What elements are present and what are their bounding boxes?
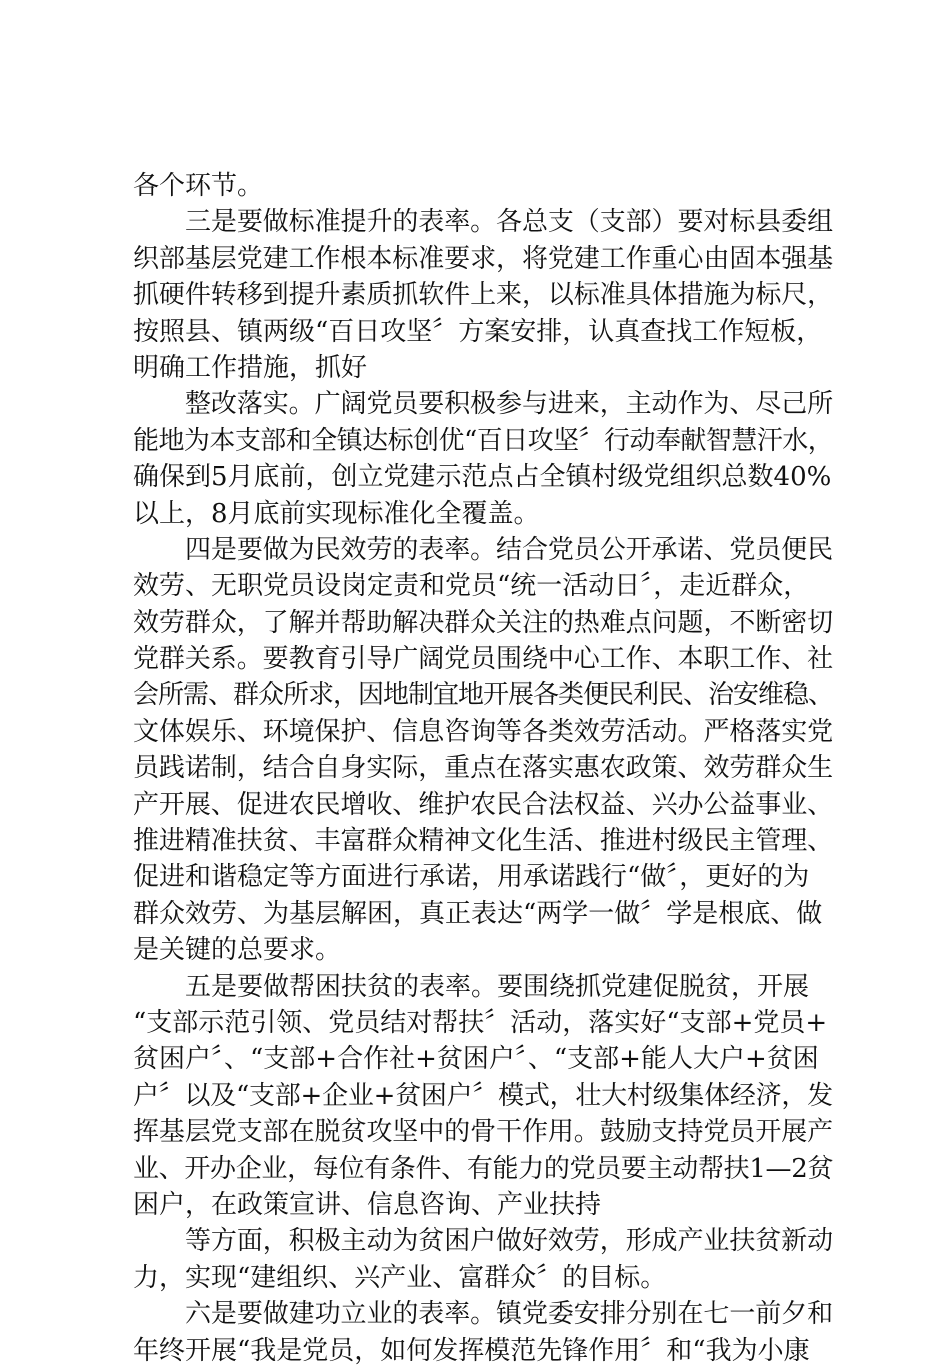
text-line: 贫困户〞、“支部+合作社+贫困户〞、“支部+能人大户+贫困 [133, 1044, 819, 1075]
text-line: 抓硬件转移到提升素质抓软件上来，以标准具体措施为标尺， [133, 280, 834, 311]
text-line: 产开展、促进农民增收、维护农民合法权益、兴办公益事业、 [133, 789, 834, 820]
text-line: 会所需、群众所求，因地制宜地开展各类便民利民、治安维稳、 [133, 680, 834, 711]
text-line: 四是要做为民效劳的表率。结合党员公开承诺、党员便民 [185, 534, 834, 565]
document-body [133, 168, 833, 1369]
text-line: 户〞以及“支部+企业+贫困户〞模式，壮大村级集体经济，发 [133, 1080, 833, 1111]
text-line: 确保到5月底前，创立党建示范点占全镇村级党组织总数40% [133, 462, 832, 493]
text-line: 三是要做标准提升的表率。各总支（支部）要对标县委组 [185, 207, 834, 238]
text-line: 群众效劳、为基层解困，真正表达“两学一做〞学是根底、做 [133, 898, 823, 929]
text-line: 各个环节。 [133, 171, 264, 201]
text-line: 整改落实。广阔党员要积极参与进来，主动作为、尽己所 [185, 389, 834, 420]
text-line: 以上，8月底前实现标准化全覆盖。 [133, 498, 540, 529]
text-line: 推进精准扶贫、丰富群众精神文化生活、推进村级民主管理、 [133, 826, 834, 857]
text-line: 困户，在政策宣讲、信息咨询、产业扶持 [133, 1189, 602, 1220]
text-line: 明确工作措施，抓好 [133, 352, 368, 383]
text-line: 员践诺制，结合自身实际，重点在落实惠农政策、效劳群众生 [133, 753, 834, 784]
text-line: 是关键的总要求。 [133, 935, 342, 966]
text-line: 效劳群众，了解并帮助解决群众关注的热难点问题，不断密切 [133, 607, 834, 638]
text-line: 等方面，积极主动为贫困户做好效劳，形成产业扶贫新动 [185, 1226, 834, 1257]
text-line: 五是要做帮困扶贫的表率。要围绕抓党建促脱贫，开展 [185, 971, 810, 1002]
text-line: 促进和谐稳定等方面进行承诺，用承诺践行“做〞，更好的为 [133, 862, 810, 893]
text-line: 挥基层党支部在脱贫攻坚中的骨干作用。鼓励支持党员开展产 [133, 1117, 834, 1148]
text-line: 六是要做建功立业的表率。镇党委安排分别在七一前夕和 [185, 1299, 834, 1330]
text-line: 党群关系。要教育引导广阔党员围绕中心工作、本职工作、社 [133, 644, 834, 675]
text-line: 织部基层党建工作根本标准要求，将党建工作重心由固本强基 [133, 243, 834, 274]
text-line: 力，实现“建组织、兴产业、富群众〞的目标。 [133, 1262, 667, 1293]
text-line: “支部示范引领、党员结对帮扶〞活动，落实好“支部+党员+ [133, 1007, 828, 1038]
text-line: 业、开办企业，每位有条件、有能力的党员要主动帮扶1—2贫 [133, 1153, 834, 1184]
text-line: 按照县、镇两级“百日攻坚〞方案安排，认真查找工作短板， [133, 316, 823, 347]
text-line: 文体娱乐、环境保护、信息咨询等各类效劳活动。严格落实党 [133, 716, 834, 747]
text-line: 年终开展“我是党员，如何发挥模范先锋作用〞和“我为小康 [133, 1335, 810, 1366]
text-line: 效劳、无职党员设岗定责和党员“统一活动日〞，走近群众， [133, 571, 810, 602]
text-line: 能地为本支部和全镇达标创优“百日攻坚〞行动奉献智慧汗水， [133, 425, 834, 456]
